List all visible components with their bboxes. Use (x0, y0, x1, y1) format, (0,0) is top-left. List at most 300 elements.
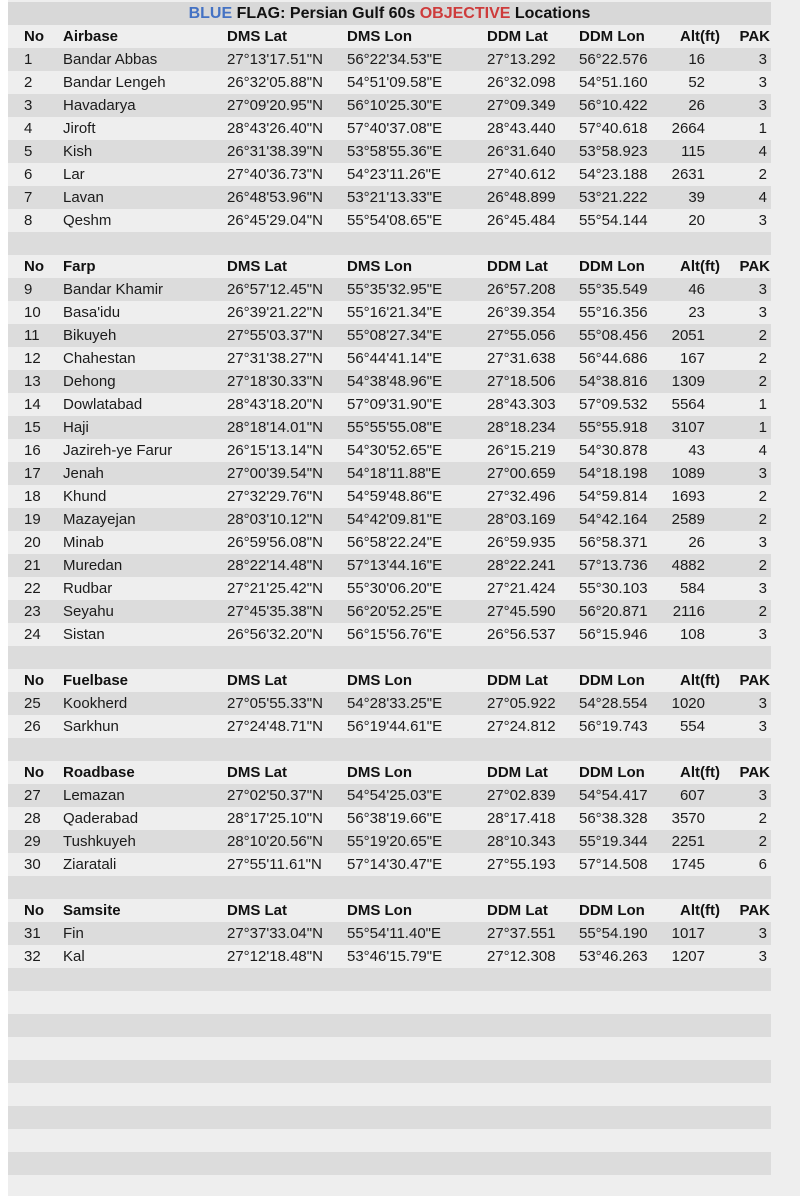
cell-pak: 1 (758, 396, 767, 413)
table-row (8, 416, 771, 439)
cell-pak: 3 (758, 718, 767, 735)
cell-no: 24 (24, 626, 41, 643)
cell-alt: 46 (688, 281, 705, 298)
cell-dms-lon: 56°44'41.14"E (347, 350, 443, 367)
cell-dms-lat: 27°31'38.27"N (227, 350, 323, 367)
cell-ddm-lon: 55°35.549 (579, 281, 648, 298)
cell-no: 25 (24, 695, 41, 712)
cell-name: Qeshm (63, 212, 112, 229)
cell-alt: 167 (679, 350, 705, 367)
cell-dms-lat: 27°55'11.61"N (227, 856, 322, 873)
table-row (8, 324, 771, 347)
table-row (8, 554, 771, 577)
cell-no: 11 (24, 327, 40, 344)
cell-dms-lat: 28°03'10.12"N (227, 511, 323, 528)
header-alt: Alt(ft) (680, 902, 720, 919)
cell-no: 6 (24, 166, 33, 183)
title-red-segment: OBJECTIVE (419, 5, 511, 22)
cell-dms-lon: 54°51'09.58"E (347, 74, 443, 91)
cell-alt: 2664 (671, 120, 705, 137)
table-row (8, 278, 771, 301)
cell-pak: 2 (758, 350, 767, 367)
cell-alt: 584 (679, 580, 705, 597)
cell-ddm-lon: 55°16.356 (579, 304, 648, 321)
cell-dms-lat: 28°10'20.56"N (227, 833, 323, 850)
cell-no: 17 (24, 465, 41, 482)
cell-dms-lon: 53°46'15.79"E (347, 948, 443, 965)
header-no: No (24, 672, 44, 689)
cell-pak: 3 (758, 534, 767, 551)
cell-no: 14 (24, 396, 41, 413)
separator-row (8, 876, 771, 899)
cell-alt: 1089 (671, 465, 705, 482)
header-alt: Alt(ft) (680, 672, 720, 689)
cell-alt: 4882 (671, 557, 705, 574)
cell-dms-lat: 26°48'53.96"N (227, 189, 323, 206)
cell-dms-lon: 55°55'55.08"E (347, 419, 443, 436)
cell-pak: 1 (758, 120, 767, 137)
cell-ddm-lat: 28°17.418 (487, 810, 556, 827)
cell-dms-lon: 56°20'52.25"E (347, 603, 443, 620)
cell-alt: 1745 (671, 856, 705, 873)
cell-ddm-lon: 54°38.816 (579, 373, 648, 390)
cell-dms-lat: 27°55'03.37"N (227, 327, 323, 344)
cell-dms-lat: 26°57'12.45"N (227, 281, 323, 298)
table-row (8, 393, 771, 416)
cell-dms-lat: 27°32'29.76"N (227, 488, 323, 505)
cell-alt: 1693 (671, 488, 705, 505)
cell-alt: 20 (688, 212, 705, 229)
cell-ddm-lon: 56°38.328 (579, 810, 648, 827)
cell-dms-lon: 56°10'25.30"E (347, 97, 443, 114)
cell-dms-lon: 57°13'44.16"E (347, 557, 443, 574)
cell-name: Kal (63, 948, 85, 965)
cell-dms-lon: 56°22'34.53"E (347, 51, 443, 68)
cell-name: Sarkhun (63, 718, 119, 735)
cell-ddm-lat: 26°48.899 (487, 189, 556, 206)
table-row (8, 209, 771, 232)
cell-ddm-lat: 27°40.612 (487, 166, 556, 183)
cell-alt: 16 (688, 51, 705, 68)
header-ddm-lon: DDM Lon (579, 902, 645, 919)
title-tail-segment: Locations (510, 5, 591, 22)
cell-no: 18 (24, 488, 41, 505)
header-dms-lat: DMS Lat (227, 764, 287, 781)
cell-dms-lat: 27°24'48.71"N (227, 718, 323, 735)
cell-name: Kish (63, 143, 93, 160)
cell-name: Mazayejan (63, 511, 136, 528)
page-title (8, 2, 771, 25)
cell-alt: 1207 (671, 948, 705, 965)
cell-alt: 3570 (671, 810, 705, 827)
table-row (8, 508, 771, 531)
empty-striped-rows (8, 991, 771, 1175)
header-pak: PAK (739, 902, 770, 919)
cell-name: Sistan (63, 626, 105, 643)
header-name: Airbase (63, 28, 119, 45)
cell-name: Tushkuyeh (63, 833, 136, 850)
cell-name: Bandar Abbas (63, 51, 158, 68)
cell-ddm-lon: 56°22.576 (579, 51, 648, 68)
cell-dms-lat: 27°13'17.51"N (227, 51, 323, 68)
cell-alt: 2051 (671, 327, 705, 344)
cell-ddm-lat: 26°15.219 (487, 442, 556, 459)
cell-dms-lon: 57°09'31.90"E (347, 396, 443, 413)
table-row (8, 94, 771, 117)
cell-no: 13 (24, 373, 41, 390)
cell-ddm-lat: 26°59.935 (487, 534, 556, 551)
column-header-row-fuelbase (8, 669, 771, 692)
separator-row (8, 646, 771, 669)
cell-pak: 2 (758, 810, 767, 827)
cell-ddm-lat: 27°13.292 (487, 51, 556, 68)
cell-dms-lon: 54°30'52.65"E (347, 442, 443, 459)
table-row (8, 577, 771, 600)
cell-dms-lat: 27°40'36.73"N (227, 166, 323, 183)
separator-row (8, 968, 771, 991)
cell-pak: 3 (758, 465, 767, 482)
cell-dms-lat: 28°43'26.40"N (227, 120, 323, 137)
cell-ddm-lon: 55°30.103 (579, 580, 648, 597)
cell-pak: 3 (758, 948, 767, 965)
cell-alt: 23 (688, 304, 705, 321)
header-ddm-lat: DDM Lat (487, 764, 548, 781)
cell-dms-lat: 26°32'05.88"N (227, 74, 323, 91)
header-pak: PAK (739, 258, 770, 275)
table-row (8, 462, 771, 485)
cell-alt: 607 (679, 787, 705, 804)
cell-name: Chahestan (63, 350, 136, 367)
column-header-row-farp (8, 255, 771, 278)
cell-dms-lat: 26°59'56.08"N (227, 534, 323, 551)
cell-pak: 4 (758, 442, 767, 459)
cell-ddm-lon: 56°58.371 (579, 534, 648, 551)
cell-ddm-lon: 54°54.417 (579, 787, 648, 804)
cell-dms-lon: 54°38'48.96"E (347, 373, 443, 390)
empty-row (8, 1083, 771, 1106)
header-dms-lon: DMS Lon (347, 258, 412, 275)
cell-ddm-lat: 27°24.812 (487, 718, 556, 735)
cell-no: 7 (24, 189, 33, 206)
cell-dms-lon: 56°19'44.61"E (347, 718, 443, 735)
cell-no: 32 (24, 948, 41, 965)
table-row (8, 140, 771, 163)
cell-dms-lon: 55°54'11.40"E (347, 925, 441, 942)
cell-dms-lat: 27°02'50.37"N (227, 787, 323, 804)
cell-no: 30 (24, 856, 41, 873)
cell-ddm-lat: 26°56.537 (487, 626, 556, 643)
cell-dms-lat: 27°18'30.33"N (227, 373, 323, 390)
cell-pak: 2 (758, 166, 767, 183)
empty-row (8, 991, 771, 1014)
cell-ddm-lat: 27°12.308 (487, 948, 556, 965)
cell-no: 29 (24, 833, 41, 850)
cell-dms-lon: 57°14'30.47"E (347, 856, 443, 873)
header-no: No (24, 902, 44, 919)
table-row (8, 531, 771, 554)
cell-ddm-lon: 54°59.814 (579, 488, 648, 505)
cell-ddm-lon: 57°09.532 (579, 396, 648, 413)
cell-alt: 5564 (671, 396, 705, 413)
sheet-content (8, 2, 771, 1175)
cell-dms-lon: 54°28'33.25"E (347, 695, 443, 712)
cell-dms-lat: 28°17'25.10"N (227, 810, 323, 827)
cell-ddm-lat: 26°39.354 (487, 304, 556, 321)
cell-name: Basa'idu (63, 304, 121, 321)
header-ddm-lat: DDM Lat (487, 902, 548, 919)
column-header-row-airbase (8, 25, 771, 48)
cell-dms-lat: 28°18'14.01"N (227, 419, 323, 436)
cell-ddm-lon: 57°13.736 (579, 557, 648, 574)
cell-dms-lat: 27°00'39.54"N (227, 465, 323, 482)
cell-no: 1 (24, 51, 33, 68)
cell-dms-lon: 55°16'21.34"E (347, 304, 443, 321)
cell-dms-lat: 26°31'38.39"N (227, 143, 323, 160)
header-pak: PAK (739, 764, 770, 781)
cell-name: Kookherd (63, 695, 128, 712)
cell-pak: 2 (758, 603, 767, 620)
cell-alt: 108 (679, 626, 705, 643)
cell-no: 26 (24, 718, 41, 735)
table-row (8, 485, 771, 508)
table-sections (8, 25, 771, 991)
table-row (8, 715, 771, 738)
table-row (8, 439, 771, 462)
cell-pak: 3 (758, 787, 767, 804)
cell-ddm-lat: 28°18.234 (487, 419, 556, 436)
cell-pak: 2 (758, 833, 767, 850)
cell-dms-lat: 28°22'14.48"N (227, 557, 323, 574)
cell-no: 21 (24, 557, 41, 574)
cell-alt: 2631 (671, 166, 705, 183)
header-ddm-lon: DDM Lon (579, 764, 645, 781)
cell-no: 23 (24, 603, 41, 620)
table-row (8, 830, 771, 853)
empty-row (8, 1014, 771, 1037)
cell-pak: 2 (758, 557, 767, 574)
cell-pak: 3 (758, 51, 767, 68)
cell-ddm-lat: 28°03.169 (487, 511, 556, 528)
cell-dms-lat: 27°12'18.48"N (227, 948, 323, 965)
header-name: Samsite (63, 902, 121, 919)
cell-dms-lon: 55°19'20.65"E (347, 833, 443, 850)
cell-name: Lavan (63, 189, 104, 206)
cell-alt: 43 (688, 442, 705, 459)
cell-dms-lon: 56°38'19.66"E (347, 810, 443, 827)
cell-dms-lat: 27°05'55.33"N (227, 695, 323, 712)
table-row (8, 71, 771, 94)
cell-ddm-lon: 53°21.222 (579, 189, 648, 206)
cell-pak: 3 (758, 304, 767, 321)
cell-dms-lat: 26°45'29.04"N (227, 212, 323, 229)
cell-no: 22 (24, 580, 41, 597)
cell-dms-lat: 27°21'25.42"N (227, 580, 323, 597)
table-row (8, 48, 771, 71)
cell-alt: 3107 (671, 419, 705, 436)
cell-alt: 26 (688, 534, 705, 551)
cell-dms-lat: 27°37'33.04"N (227, 925, 323, 942)
header-name: Farp (63, 258, 96, 275)
cell-dms-lon: 55°30'06.20"E (347, 580, 443, 597)
cell-dms-lon: 54°54'25.03"E (347, 787, 443, 804)
cell-ddm-lon: 53°58.923 (579, 143, 648, 160)
cell-pak: 1 (758, 419, 767, 436)
cell-name: Lemazan (63, 787, 125, 804)
cell-pak: 6 (758, 856, 767, 873)
cell-dms-lat: 26°15'13.14"N (227, 442, 323, 459)
header-ddm-lat: DDM Lat (487, 258, 548, 275)
table-row (8, 692, 771, 715)
separator-row (8, 738, 771, 761)
cell-alt: 115 (681, 143, 705, 160)
cell-name: Lar (63, 166, 85, 183)
cell-name: Haji (63, 419, 89, 436)
cell-ddm-lon: 54°51.160 (579, 74, 648, 91)
cell-ddm-lat: 26°32.098 (487, 74, 556, 91)
header-dms-lon: DMS Lon (347, 28, 412, 45)
cell-dms-lon: 56°58'22.24"E (347, 534, 443, 551)
cell-ddm-lat: 27°09.349 (487, 97, 556, 114)
cell-alt: 26 (688, 97, 705, 114)
cell-name: Ziaratali (63, 856, 117, 873)
empty-row (8, 1060, 771, 1083)
cell-ddm-lat: 27°02.839 (487, 787, 556, 804)
header-dms-lon: DMS Lon (347, 672, 412, 689)
header-pak: PAK (739, 672, 770, 689)
cell-ddm-lon: 54°28.554 (579, 695, 648, 712)
cell-no: 12 (24, 350, 41, 367)
table-row (8, 807, 771, 830)
cell-name: Minab (63, 534, 104, 551)
cell-dms-lon: 55°35'32.95"E (347, 281, 443, 298)
cell-dms-lat: 26°56'32.20"N (227, 626, 323, 643)
header-no: No (24, 764, 44, 781)
header-dms-lon: DMS Lon (347, 764, 412, 781)
cell-alt: 39 (688, 189, 705, 206)
table-row (8, 922, 771, 945)
cell-ddm-lon: 56°19.743 (579, 718, 648, 735)
cell-ddm-lon: 55°55.918 (579, 419, 648, 436)
cell-ddm-lat: 28°43.440 (487, 120, 556, 137)
cell-dms-lon: 54°59'48.86"E (347, 488, 443, 505)
cell-ddm-lon: 56°15.946 (579, 626, 648, 643)
cell-ddm-lon: 56°20.871 (579, 603, 648, 620)
table-row (8, 600, 771, 623)
header-alt: Alt(ft) (680, 28, 720, 45)
cell-ddm-lat: 27°45.590 (487, 603, 556, 620)
cell-dms-lon: 54°18'11.88"E (347, 465, 441, 482)
cell-dms-lon: 57°40'37.08"E (347, 120, 443, 137)
cell-ddm-lat: 28°43.303 (487, 396, 556, 413)
cell-ddm-lat: 27°37.551 (487, 925, 556, 942)
header-dms-lat: DMS Lat (227, 672, 287, 689)
table-row (8, 301, 771, 324)
cell-name: Dowlatabad (63, 396, 143, 413)
cell-no: 9 (24, 281, 33, 298)
cell-dms-lon: 53°21'13.33"E (347, 189, 443, 206)
cell-dms-lat: 26°39'21.22"N (227, 304, 323, 321)
cell-alt: 554 (679, 718, 705, 735)
cell-ddm-lat: 26°45.484 (487, 212, 556, 229)
table-row (8, 945, 771, 968)
cell-name: Bandar Khamir (63, 281, 164, 298)
cell-ddm-lat: 27°21.424 (487, 580, 556, 597)
header-dms-lat: DMS Lat (227, 258, 287, 275)
cell-no: 5 (24, 143, 33, 160)
cell-pak: 2 (758, 373, 767, 390)
cell-ddm-lon: 54°42.164 (579, 511, 648, 528)
cell-ddm-lon: 54°18.198 (579, 465, 648, 482)
header-dms-lat: DMS Lat (227, 28, 287, 45)
table-row (8, 117, 771, 140)
cell-alt: 1309 (671, 373, 705, 390)
cell-no: 2 (24, 74, 33, 91)
empty-row (8, 1129, 771, 1152)
column-header-row-roadbase (8, 761, 771, 784)
cell-pak: 2 (758, 511, 767, 528)
cell-name: Seyahu (63, 603, 114, 620)
cell-name: Jazireh-ye Farur (63, 442, 173, 459)
cell-name: Jiroft (63, 120, 96, 137)
cell-pak: 4 (758, 143, 767, 160)
header-no: No (24, 258, 44, 275)
cell-pak: 3 (758, 695, 767, 712)
header-alt: Alt(ft) (680, 764, 720, 781)
cell-name: Dehong (63, 373, 116, 390)
cell-pak: 2 (758, 327, 767, 344)
empty-row (8, 1106, 771, 1129)
cell-dms-lat: 27°09'20.95"N (227, 97, 323, 114)
cell-ddm-lat: 26°57.208 (487, 281, 556, 298)
cell-pak: 3 (758, 626, 767, 643)
header-ddm-lon: DDM Lon (579, 28, 645, 45)
cell-dms-lon: 56°15'56.76"E (347, 626, 443, 643)
cell-pak: 3 (758, 212, 767, 229)
cell-dms-lat: 27°45'35.38"N (227, 603, 323, 620)
cell-no: 27 (24, 787, 41, 804)
cell-name: Bandar Lengeh (63, 74, 166, 91)
title-mid-segment: FLAG: Persian Gulf 60s (232, 5, 420, 22)
table-row (8, 370, 771, 393)
column-header-row-samsite (8, 899, 771, 922)
cell-no: 31 (24, 925, 41, 942)
empty-row (8, 1152, 771, 1175)
cell-dms-lat: 28°43'18.20"N (227, 396, 323, 413)
cell-ddm-lon: 54°23.188 (579, 166, 648, 183)
cell-ddm-lon: 55°54.144 (579, 212, 648, 229)
separator-row (8, 232, 771, 255)
cell-dms-lon: 55°54'08.65"E (347, 212, 443, 229)
cell-no: 20 (24, 534, 41, 551)
cell-ddm-lon: 55°54.190 (579, 925, 648, 942)
table-row (8, 163, 771, 186)
cell-dms-lon: 55°08'27.34"E (347, 327, 443, 344)
cell-pak: 4 (758, 189, 767, 206)
cell-pak: 3 (758, 97, 767, 114)
cell-name: Bikuyeh (63, 327, 117, 344)
cell-no: 16 (24, 442, 41, 459)
header-alt: Alt(ft) (680, 258, 720, 275)
cell-ddm-lat: 27°18.506 (487, 373, 556, 390)
cell-pak: 3 (758, 74, 767, 91)
cell-name: Rudbar (63, 580, 113, 597)
cell-ddm-lat: 27°05.922 (487, 695, 556, 712)
cell-ddm-lat: 26°31.640 (487, 143, 556, 160)
cell-ddm-lon: 55°08.456 (579, 327, 648, 344)
table-row (8, 347, 771, 370)
header-pak: PAK (739, 28, 770, 45)
cell-ddm-lon: 55°19.344 (579, 833, 648, 850)
